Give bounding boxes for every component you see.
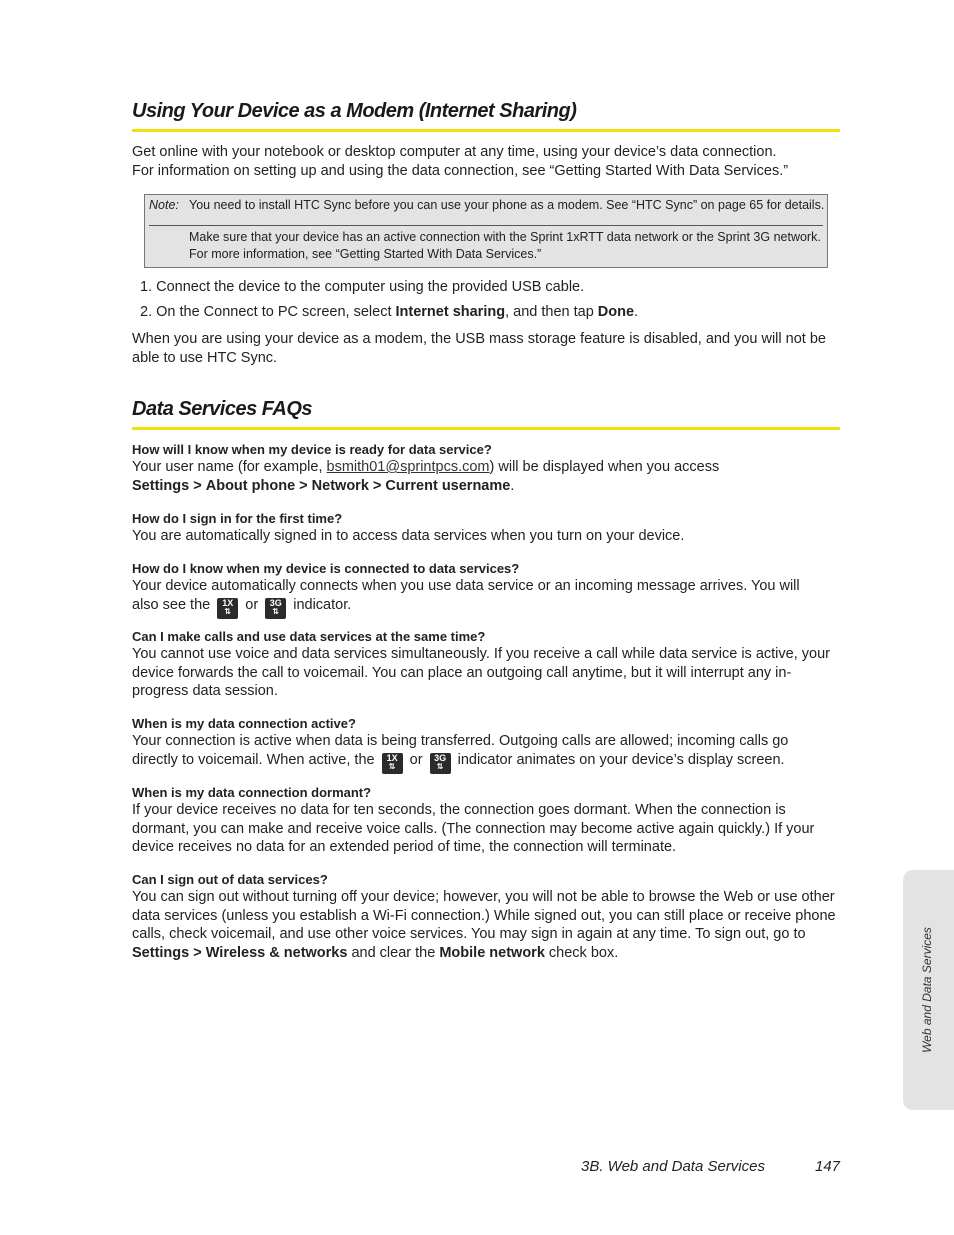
answer-text: Your user name (for example,: [132, 459, 327, 475]
path-settings: Settings: [132, 477, 190, 494]
path-about-phone: About phone: [205, 477, 296, 494]
icon-label: 1X: [386, 752, 398, 763]
answer-text: Your connection is active when data is being transferred. Outgoing calls are allowed; incoming calls go: [132, 733, 789, 749]
page-number: 147: [815, 1158, 841, 1175]
step-1: [140, 278, 584, 296]
faq-question: Can I make calls and use data services at the same time?: [132, 629, 486, 644]
faq-question: When is my data connection active?: [132, 716, 356, 731]
faq-question: Can I sign out of data services?: [132, 872, 328, 887]
answer-text: ) will be displayed when you access: [489, 459, 720, 475]
faq-answer: You cannot use voice and data services simultaneously. If you receive a call while data service is active, your device forwards the call to voicemail. You can place an outgoing call anytime, but it will interrupt any in-progress data session.: [132, 646, 830, 699]
faq-answer: [132, 888, 840, 962]
note-box: [144, 194, 828, 268]
faq-item: [132, 784, 840, 857]
path-separator: >: [299, 477, 308, 494]
step-text-post: .: [634, 304, 639, 320]
faq-answer: You are automatically signed in to access data services when you turn on your device.: [132, 528, 685, 544]
intro-line-1: Get online with your notebook or desktop computer at any time, using your device’s data connection.: [132, 144, 777, 160]
answer-text: check box.: [544, 944, 619, 961]
1x-data-icon: [217, 598, 238, 619]
faq-item: [132, 715, 840, 774]
faq-answer: [132, 577, 840, 619]
step-number: 2.: [140, 304, 153, 320]
answer-text: .: [510, 477, 515, 494]
internet-sharing-label: Internet sharing: [395, 304, 506, 320]
icon-label: 1X: [222, 597, 234, 608]
answer-text: also see the: [132, 596, 211, 613]
intro-paragraph: [132, 143, 840, 180]
answer-text: indicator.: [293, 596, 352, 613]
path-network: Network: [311, 477, 369, 494]
answer-text: or: [245, 596, 259, 613]
note-text-2: Make sure that your device has an active connection with the Sprint 1xRTT data network or the Sprint 3G network. For more information, see “Getting Started With Data Services.”: [189, 230, 821, 261]
path-separator: >: [193, 477, 202, 494]
answer-text: and clear the: [347, 944, 440, 961]
faq-item: [132, 560, 840, 619]
section-heading-modem: Using Your Device as a Modem (Internet Sharing): [132, 100, 840, 132]
answer-text: directly to voicemail. When active, the: [132, 751, 375, 768]
faq-item: [132, 441, 840, 495]
step-text: Connect the device to the computer using the provided USB cable.: [156, 279, 585, 295]
arrows-icon: ⇅: [436, 761, 444, 771]
footer-section: 3B. Web and Data Services: [581, 1158, 765, 1175]
step-text-mid: , and then tap: [505, 304, 598, 320]
path-current-username: Current username: [385, 477, 511, 494]
path-separator: >: [372, 477, 382, 494]
answer-text: indicator animates on your device’s display screen.: [457, 751, 785, 768]
path-wireless-networks: Wireless & networks: [205, 944, 348, 961]
answer-text: Your device automatically connects when you use data service or an incoming message arrives. You will: [132, 578, 800, 594]
faq-item: [132, 871, 840, 962]
intro-line-2: For information on setting up and using the data connection, see “Getting Started With Data Services.”: [132, 162, 789, 179]
path-settings: Settings: [132, 944, 190, 961]
icon-label: 3G: [269, 597, 282, 608]
faq-question: When is my data connection dormant?: [132, 785, 372, 800]
section-heading-faqs: Data Services FAQs: [132, 398, 840, 430]
1x-data-icon: [382, 753, 403, 774]
arrows-icon: ⇅: [272, 606, 280, 616]
side-tab-label: Web and Data Services: [920, 927, 934, 1053]
faq-answer: If your device receives no data for ten seconds, the connection goes dormant. When the connection is dormant, you can make and receive voice calls. (The connection may become active again quickly.) If your device receives no data for an extended period of time, the connection will terminate.: [132, 802, 815, 855]
note-divider: [149, 225, 823, 226]
faq-item: [132, 510, 840, 546]
answer-text: You can sign out without turning off your device; however, you will not be able to browse the Web or use other data services (unless you establish a Wi-Fi connection.) While signed out, you can still place or receive phone calls, check voicemail, and use other voice services. You may sign in again at any time. To sign out, go to: [132, 889, 836, 942]
arrows-icon: ⇅: [388, 761, 396, 771]
3g-data-icon: [430, 753, 451, 774]
step-2: [140, 303, 638, 321]
faq-answer: [132, 732, 840, 774]
mobile-network-label: Mobile network: [439, 944, 545, 961]
answer-text: or: [409, 751, 423, 768]
path-separator: >: [193, 944, 202, 961]
3g-data-icon: [265, 598, 286, 619]
step-text-pre: On the Connect to PC screen, select: [156, 304, 396, 320]
example-email-link[interactable]: bsmith01@sprintpcs.com: [326, 459, 490, 475]
icon-label: 3G: [434, 752, 447, 763]
faq-question: How do I sign in for the first time?: [132, 511, 343, 526]
step-number: 1.: [140, 279, 153, 295]
faq-question: How do I know when my device is connected to data services?: [132, 561, 520, 576]
note-label: Note:: [149, 198, 179, 212]
faq-item: [132, 628, 840, 701]
faq-answer: [132, 458, 840, 495]
closing-paragraph: When you are using your device as a modem, the USB mass storage feature is disabled, and you will not be able to use HTC Sync.: [132, 331, 826, 366]
arrows-icon: ⇅: [224, 606, 232, 616]
done-label: Done: [597, 304, 635, 320]
faq-question: How will I know when my device is ready for data service?: [132, 442, 492, 457]
note-text-1: You need to install HTC Sync before you can use your phone as a modem. See “HTC Sync” on page 65 for details.: [189, 198, 825, 212]
